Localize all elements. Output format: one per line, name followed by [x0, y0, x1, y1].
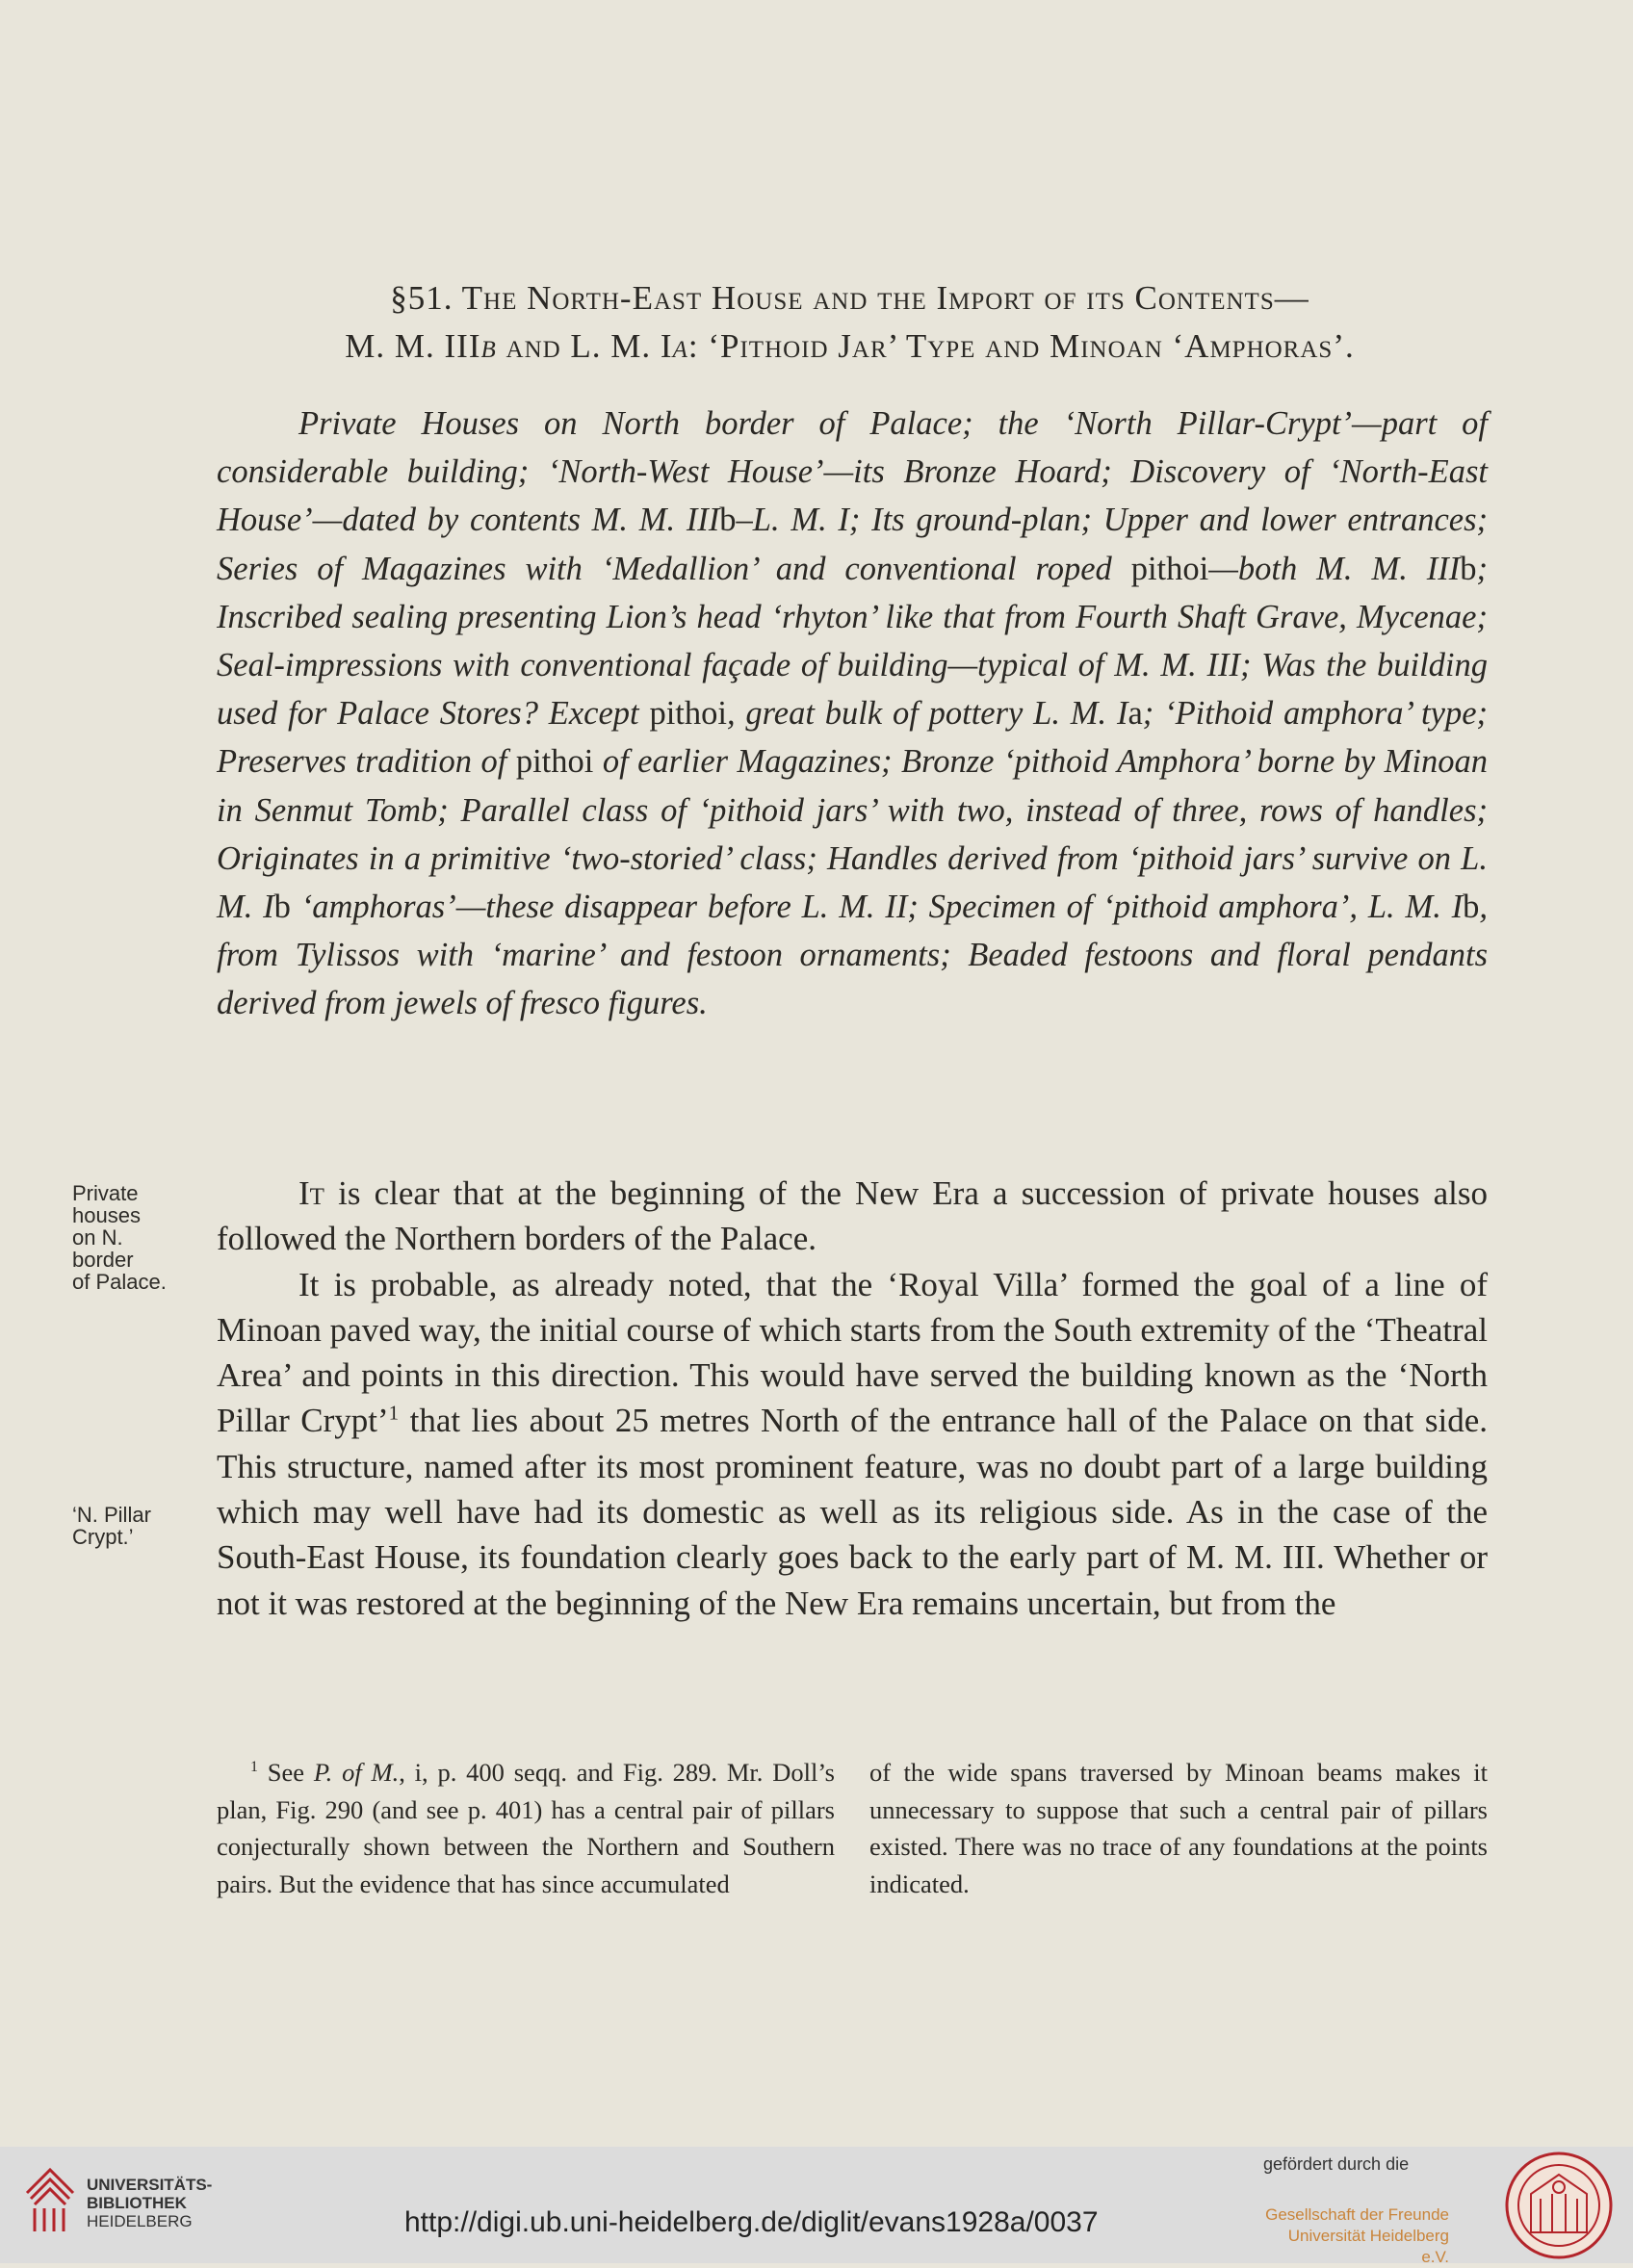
body-text — [217, 1171, 1488, 1626]
section-summary: Private Houses on North border of Palace; the ‘North Pillar-Crypt’—part of considerable building; ‘North-West House’—its Bronze Hoard; Discovery of ‘North-East House’—dated by contents M. M. IIIb–L. M. I; Its ground-plan; Upper and lower entrances; Series of Magazines with ‘Medallion’ and conventional roped pithoi—both M. M. IIIb; Inscribed sealing presenting Lion’s head ‘rhyton’ like that from Fourth Shaft Grave, Mycenae; Seal-impressions with conventional façade of building—typical of M. M. III; Was the building used for Palace Stores? Except pithoi, great bulk of pottery L. M. Ia; ‘Pithoid amphora’ type; Preserves tradition of pithoi of earlier Magazines; Bronze ‘pithoid Amphora’ borne by Minoan in Senmut Tomb; Parallel class of ‘pithoid jars’ with two, instead of three, rows of handles; Originates in a primitive ‘two-storied’ class; Handles derived from ‘pithoid jars’ survive on L. M. Ib ‘amphoras’—these disappear before L. M. II; Specimen of ‘pithoid amphora’, L. M. Ib, from Tylissos with ‘marine’ and festoon ornaments; Beaded festoons and floral pendants derived from jewels of fresco figures. — [217, 405, 1489, 1022]
paragraph-1: It is clear that at the beginning of the New Era a succession of private houses also followed the Northern borders of the Palace. — [217, 1174, 1488, 1258]
margin-note-private-houses: Private houses on N. border of Palace. — [72, 1181, 167, 1294]
funded-by-label: gefördert durch die — [1263, 2154, 1410, 2174]
university-seal-icon[interactable] — [1502, 2151, 1616, 2260]
margin-note-pillar-crypt: ‘N. Pillar Crypt.’ — [72, 1503, 151, 1549]
university-library-logo-icon[interactable] — [21, 2164, 77, 2237]
paragraph-2: It is probable, as already noted, that the ‘Royal Villa’ formed the goal of a line of Minoan paved way, the initial course of which starts from the South extremity of the ‘Theatral Area’ and points in this direction. This would have served the building known as the ‘North Pillar Crypt’$^1$ that lies about 25 metres North of the entrance hall of the Palace on that side. This structure, named after its most prominent feature, was no doubt part of a large building which may well have had its domestic as well as its religious side. As in the case of the South-East House, its foundation clearly goes back to the early part of M. M. III. Whether or not it was restored at the beginning of the New Era remains uncertain, but from the — [217, 1265, 1488, 1622]
permalink-url[interactable]: http://digi.ub.uni-heidelberg.de/diglit/evans1928a/0037 — [404, 2206, 1099, 2238]
heading-line-2: M. M. IIIb and L. M. Ia: ‘Pithoid Jar’ Type and Minoan ‘Amphoras’. — [345, 327, 1355, 365]
footnote-ref-1[interactable]: 1 — [388, 1401, 400, 1425]
heading-line-1: §51. The North-East House and the Import of its Contents— — [390, 279, 1309, 317]
society-name[interactable]: Gesellschaft der Freunde Universität Heidelberg e.V. — [1265, 2205, 1449, 2266]
footnote-column-2: of the wide spans traversed by Minoan beams makes it unnecessary to suppose that such a central pair of pillars existed. There was no trace of any foundations at the points indicated. — [869, 1758, 1488, 1898]
footer-bar — [0, 2147, 1633, 2266]
footnotes — [217, 1754, 1488, 1902]
library-name[interactable]: UNIVERSITÄTS- BIBLIOTHEK HEIDELBERG — [87, 2176, 213, 2230]
footnote-column-1: $^1$ See P. of M., i, p. 400 seqq. and Fig. 289. Mr. Doll’s plan, Fig. 290 (and see p. 401) has a central pair of pillars conjecturally shown between the Northern and Southern pairs. But the evidence that has since accumulated — [217, 1758, 835, 1898]
section-heading — [202, 274, 1497, 371]
